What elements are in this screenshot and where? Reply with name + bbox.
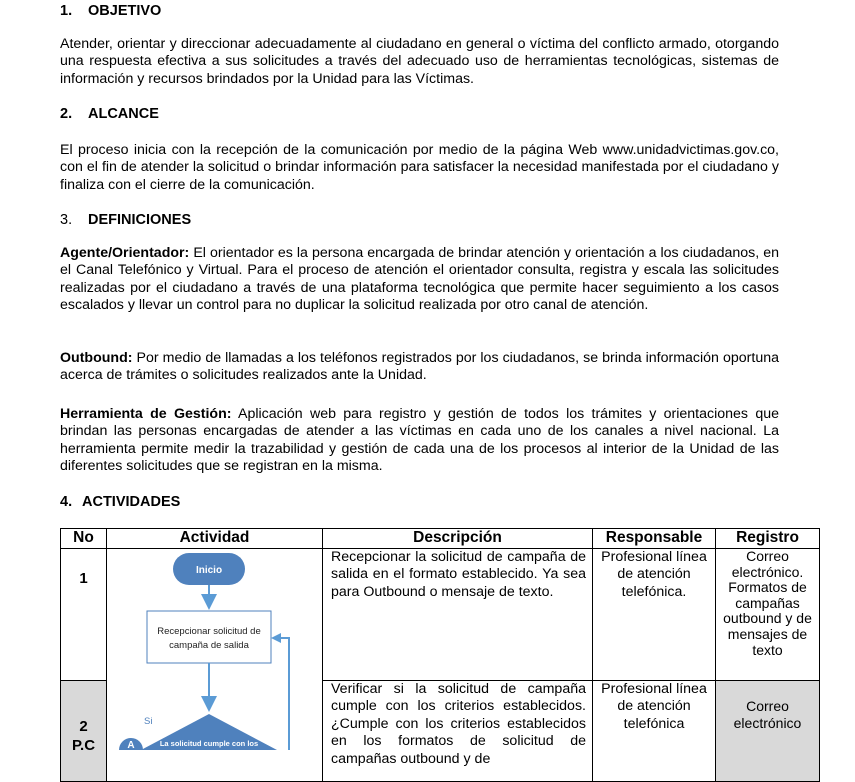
yes-label: Si: [144, 716, 153, 727]
heading-definiciones: 3. DEFINICIONES: [60, 212, 192, 228]
responsible-cell: Profesional línea de atención telefónica.: [593, 549, 716, 681]
heading-alcance: 2. ALCANCE: [60, 106, 159, 122]
process-label-line1: Recepcionar solicitud de: [157, 626, 261, 637]
definition-term: Herramienta de Gestión:: [60, 406, 232, 422]
header-registro: Registro: [716, 529, 820, 549]
definition-text: Por medio de llamadas a los teléfonos registrados por los ciudadanos, se brinda información oportuna acerca de trámites o solicitudes realizados ante la Unidad.: [60, 350, 779, 384]
definition-agente: [60, 245, 779, 315]
alcance-paragraph: El proceso inicia con la recepción de la comunicación por medio de la página Web www.unidadvictimas.gov.co, con el fin de atender la solicitud o brindar información para satisfacer la necesidad manifestada por el ciudadano y finaliza con el cierre de la comunicación.: [60, 142, 779, 193]
table-header-row: [61, 529, 820, 549]
responsible-cell: Profesional línea de atención telefónica: [593, 681, 716, 782]
definition-text: El orientador es la persona encargada de brindar atención y orientación a los ciudadanos, en el Canal Telefónico y Virtual. Para el proceso de atención el orientador consulta, registra y escala las solicitudes realizadas por el ciudadano a través de una plataforma tecnológica que permite hacer seguimiento a los casos escalados y llevar un control para no duplicar la solicitud realizada por otro canal de atención.: [60, 245, 779, 314]
header-responsable: Responsable: [593, 529, 716, 549]
header-descripcion: Descripción: [323, 529, 593, 549]
process-label-line2: campaña de salida: [169, 640, 249, 651]
loop-back-arrowhead: [271, 633, 281, 643]
heading-actividades: 4. ACTIVIDADES: [60, 494, 181, 510]
definition-term: Outbound:: [60, 350, 133, 366]
definition-text: Aplicación web para registro y gestión de todos los trámites y orientaciones que brindan las personas encargadas de atender a las víctimas en cada uno de los canales a nivel nacional. La herramienta permite medir la trazabilidad y gestión de cada una de los procesos al interior de la Unidad de las diferentes solicitudes que se registran en la misma.: [60, 406, 779, 475]
decision-label: La solicitud cumple con los: [159, 739, 259, 748]
definition-herramienta: [60, 406, 779, 476]
header-actividad: Actividad: [107, 529, 323, 549]
row-number-cell: 2 P.C: [61, 681, 107, 782]
objetivo-paragraph: Atender, orientar y direccionar adecuadamente al ciudadano en general o víctima del conflicto armado, otorgando una respuesta efectiva a sus solicitudes a través del adecuado uso de herramientas tecnológicas, sistemas de información y recursos brindados por la Unidad para las Víctimas.: [60, 36, 779, 87]
start-label: Inicio: [195, 565, 223, 576]
process-box: [147, 611, 271, 663]
row-number-cell: 1: [61, 549, 107, 681]
flowchart: [107, 548, 321, 750]
definition-term: Agente/Orientador:: [60, 245, 190, 261]
description-cell: Verificar si la solicitud de campaña cumple con los criterios establecidos. ¿Cumple con los criterios establecidos en los formatos de solicitud de campañas outbound y de: [323, 681, 593, 782]
description-cell: Recepcionar la solicitud de campaña de salida en el formato establecido. Ya sea para Outbound o mensaje de texto.: [323, 549, 593, 681]
header-no: No: [61, 529, 107, 549]
record-cell: Correo electrónico. Formatos de campañas outbound y de mensajes de texto: [716, 549, 820, 681]
connector-label: A: [127, 740, 135, 750]
record-cell: Correo electrónico: [716, 681, 820, 782]
definition-outbound: [60, 350, 779, 385]
heading-objetivo: 1. OBJETIVO: [60, 3, 162, 19]
loop-back-line: [281, 638, 289, 750]
